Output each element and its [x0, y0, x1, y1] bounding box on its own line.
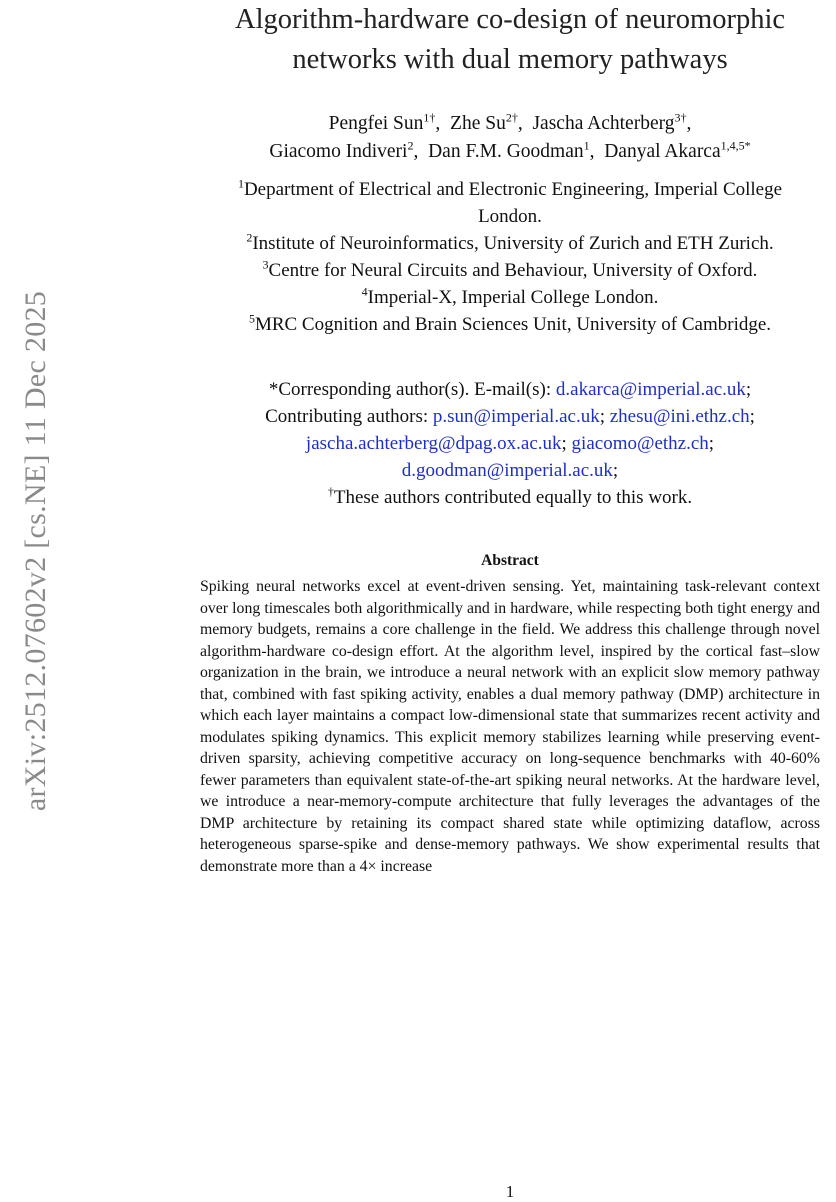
affiliation-sup: 3	[262, 257, 269, 272]
separator: ;	[745, 379, 752, 400]
affiliation-2	[180, 230, 836, 257]
affiliation-3	[180, 257, 836, 284]
affiliation-text: Imperial-X, Imperial College London.	[367, 287, 659, 308]
affiliations	[180, 176, 836, 338]
corresponding-label: *Corresponding author(s). E-mail(s):	[268, 379, 556, 400]
email-link-su[interactable]: zhesu@ini.ethz.ch	[609, 406, 750, 427]
affiliation-text: Department of Electrical and Electronic Engineering, Imperial College	[243, 179, 783, 200]
separator: ;	[749, 406, 755, 427]
author-name: Jascha Achterberg	[532, 113, 675, 134]
corresponding-author-line	[180, 376, 836, 403]
title-line-1: Algorithm-hardware co-design of neuromorphic	[234, 4, 786, 35]
author-sup: 2	[407, 138, 414, 153]
email-link-indiveri[interactable]: giacomo@ethz.ch	[571, 433, 709, 454]
author-sup: 1	[583, 138, 590, 153]
email-link-goodman[interactable]: d.goodman@imperial.ac.uk	[401, 460, 613, 481]
author-sup: 2†	[505, 110, 518, 125]
email-link-achterberg[interactable]: jascha.achterberg@dpag.ox.ac.uk	[305, 433, 562, 454]
equal-contribution-note	[180, 484, 836, 511]
email-link-sun[interactable]: p.sun@imperial.ac.uk	[432, 406, 600, 427]
separator: ;	[612, 460, 619, 481]
author-name: Danyal Akarca	[604, 141, 721, 162]
affiliation-sup: 2	[246, 230, 253, 245]
contact-info	[180, 376, 836, 511]
paper-title	[180, 0, 836, 80]
abstract-text: Spiking neural networks excel at event-driven sensing. Yet, maintaining task-relevant context over long timescales both algorithmically and in hardware, while respecting both tight energy and memory budgets, remains a core challenge in the field. We address this challenge through novel algorithm-hardware co-design effort. At the algorithm level, inspired by the cortical fast–slow organization in the brain, we introduce a neural network with an explicit slow memory pathway that, combined with fast spiking activity, enables a dual memory pathway (DMP) architecture in which each layer maintains a compact low-dimensional state that summarizes recent activity and modulates spiking dynamics. This explicit memory stabilizes learning while preserving event-driven sparsity, achieving competitive accuracy on long-sequence benchmarks with 40-60% fewer parameters than equivalent state-of-the-art spiking neural networks. At the hardware level, we introduce a near-memory-compute architecture that fully leverages the advantages of the DMP architecture by retaining its compact shared state while optimizing dataflow, across heterogeneous sparse-spike and dense-memory pathways. We show experimental results that demonstrate more than a 4× increase	[200, 578, 820, 875]
abstract-heading: Abstract	[481, 552, 539, 569]
author-name: Zhe Su	[450, 113, 506, 134]
contributing-authors-line-2	[180, 430, 836, 457]
affiliation-5	[180, 311, 836, 338]
affiliation-sup: 5	[248, 311, 255, 326]
author-sup: 1†	[423, 110, 436, 125]
affiliation-text: Centre for Neural Circuits and Behaviour, University of Oxford.	[268, 260, 758, 281]
affiliation-1-cont: London.	[478, 206, 542, 227]
author-sup: 1,4,5*	[720, 138, 751, 153]
dagger-sup: †	[327, 484, 334, 499]
equal-contribution-text: These authors contributed equally to this work.	[333, 487, 693, 508]
contributing-authors-line-3	[180, 457, 836, 484]
separator: ;	[561, 433, 567, 454]
contributing-label: Contributing authors:	[265, 406, 433, 427]
author-line-1: Pengfei Sun$^{1\dagger}$, Zhe $Su^{2\dagger}$, Jascha Achterberg$^{3\dagger}$,	[328, 110, 692, 134]
affiliation-text: MRC Cognition and Brain Sciences Unit, University of Cambridge.	[254, 314, 772, 335]
author-sup: 3†	[674, 110, 687, 125]
affiliation-text: Institute of Neuroinformatics, University of Zurich and ETH Zurich.	[252, 233, 774, 254]
separator: ;	[599, 406, 605, 427]
author-name: Pengfei Sun	[328, 113, 424, 134]
arxiv-id-text: arXiv:2512.07602v2 [cs.NE] 11 Dec 2025	[19, 290, 52, 812]
affiliation-sup: 1	[237, 176, 244, 191]
affiliation-1	[180, 176, 836, 203]
contributing-authors-line	[180, 403, 836, 430]
email-link-akarca[interactable]: d.akarca@imperial.ac.uk	[555, 379, 746, 400]
affiliation-sup: 4	[361, 284, 368, 299]
author-name: Giacomo Indiveri	[269, 141, 408, 162]
author-line-2: Giacomo Indiveri$^2$, Dan F.M. Goodman$^1$, Danyal Akarca$^{1,4,5*}$	[269, 138, 751, 162]
affiliation-4	[180, 284, 836, 311]
author-list	[180, 110, 836, 166]
title-line-2: networks with dual memory pathways	[292, 44, 728, 75]
arxiv-side-identifier	[18, 206, 54, 896]
separator: ;	[708, 433, 715, 454]
author-name: Dan F.M. Goodman	[428, 141, 584, 162]
page-number: 1	[505, 1182, 515, 1201]
